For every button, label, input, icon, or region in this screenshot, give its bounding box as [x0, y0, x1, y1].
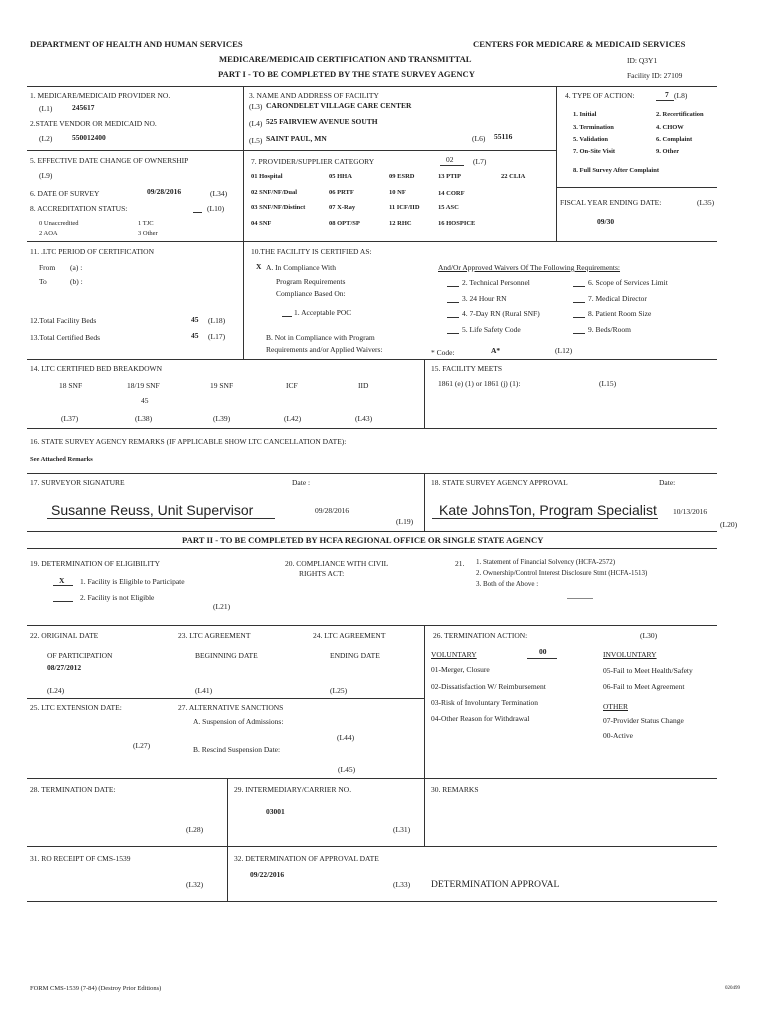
provider-category-value: 02 [446, 155, 454, 164]
l31-code: (L31) [393, 825, 411, 834]
l30-code: (L30) [640, 631, 658, 640]
accred-opt-3: 3 Other [138, 230, 158, 237]
cat-12: 12 RHC [389, 220, 412, 227]
item21-opt2: 2. Ownership/Control Interest Disclosure Stmt (HCFA-1513) [476, 569, 648, 577]
original-date-label: 22. ORIGINAL DATE [30, 631, 99, 640]
term-03: 03-Risk of Involuntary Termination [431, 698, 539, 707]
action-opt-7: 7. On-Site Visit [573, 148, 616, 155]
l38-code: (L38) [135, 414, 153, 423]
certified-beds-label: 13.Total Certified Beds [30, 333, 101, 342]
approval-signature: Kate JohnsTon, Program Specialist [439, 502, 657, 518]
provider-no-label: 1. MEDICARE/MEDICAID PROVIDER NO. [30, 91, 171, 100]
survey-date-value: 09/28/2016 [147, 187, 182, 196]
acceptable-poc: 1. Acceptable POC [294, 308, 352, 317]
cat-15: 15 ASC [438, 204, 459, 211]
total-beds-label: 12.Total Facility Beds [30, 316, 97, 325]
code-label: * Code: [431, 348, 455, 357]
term-05: 05-Fail to Meet Health/Safety [603, 666, 693, 675]
suspension-admissions: A. Suspension of Admissions: [193, 717, 284, 726]
item21-opt1: 1. Statement of Financial Solvency (HCFA-2572) [476, 558, 616, 566]
l42-code: (L42) [284, 414, 302, 423]
l15-code: (L15) [599, 379, 617, 388]
termination-date-label: 28. TERMINATION DATE: [30, 785, 116, 794]
cat-13: 13 PTIP [438, 173, 461, 180]
facility-city: SAINT PAUL, MN [266, 134, 327, 143]
approval-date-value32: 09/22/2016 [250, 870, 285, 879]
cat-05: 05 HHA [329, 173, 352, 180]
carrier-no-value: 03001 [266, 807, 285, 816]
action-opt-3: 3. Termination [573, 124, 614, 131]
l1-code: (L1) [39, 104, 53, 113]
fiscal-year-value: 09/30 [597, 217, 615, 226]
surveyor-date: 09/28/2016 [315, 506, 350, 515]
remarks30-label: 30. REMARKS [431, 785, 479, 794]
total-beds-value: 45 [191, 315, 199, 324]
cat-08: 08 OPT/SP [329, 220, 360, 227]
provider-no-value: 245617 [72, 103, 95, 112]
l8-code: (L8) [674, 91, 688, 100]
rescind-suspension: B. Rescind Suspension Date: [193, 745, 281, 754]
form-id: ID: Q3Y1 [627, 56, 658, 65]
to-b: (b) : [70, 277, 83, 286]
approval-date: 10/13/2016 [673, 507, 708, 516]
l3-code: (L3) [249, 102, 263, 111]
l7-code: (L7) [473, 157, 487, 166]
l24-code: (L24) [47, 686, 65, 695]
compliance-a2: Program Requirements [276, 277, 346, 286]
type-action-value: 7 [665, 90, 669, 99]
l37-code: (L37) [61, 414, 79, 423]
col-18snf: 18 SNF [59, 381, 83, 390]
noncompliance-b2: Requirements and/or Applied Waivers: [266, 345, 383, 354]
compliance-a3: Compliance Based On: [276, 289, 346, 298]
l6-code: (L6) [472, 134, 486, 143]
term-07: 07-Provider Status Change [603, 716, 684, 725]
facility-zip: 55116 [494, 132, 513, 141]
action-opt-6: 6. Complaint [656, 136, 693, 143]
cat-16: 16 HOSPICE [438, 220, 476, 227]
l2-code: (L2) [39, 134, 53, 143]
term-06: 06-Fail to Meet Agreement [603, 682, 685, 691]
term-04: 04-Other Reason for Withdrawal [431, 714, 530, 723]
l43-code: (L43) [355, 414, 373, 423]
cat-02: 02 SNF/NF/Dual [251, 189, 298, 196]
vendor-no-label: 2.STATE VENDOR OR MEDICAID NO. [30, 119, 157, 128]
cat-14: 14 CORF [438, 190, 465, 197]
ltc-period-label: 11. .LTC PERIOD OF CERTIFICATION [30, 247, 155, 256]
l44-code: (L44) [337, 733, 355, 742]
determination-approval: DETERMINATION APPROVAL [431, 880, 560, 890]
part2-title: PART II - TO BE COMPLETED BY HCFA REGIONAL OFFICE OR SINGLE STATE AGENCY [182, 535, 544, 545]
termination-action-label: 26. TERMINATION ACTION: [433, 631, 528, 640]
fiscal-year-label: FISCAL YEAR ENDING DATE: [560, 198, 662, 207]
l25-code: (L25) [330, 686, 348, 695]
accreditation-label: 8. ACCREDITATION STATUS: [30, 204, 128, 213]
waiver-8: 8. Patient Room Size [588, 309, 652, 318]
voluntary-label: VOLUNTARY [431, 650, 477, 659]
type-action-label: 4. TYPE OF ACTION: [565, 91, 635, 100]
waiver-7: 7. Medical Director [588, 294, 647, 303]
cat-22: 22 CLIA [501, 173, 526, 180]
action-opt-2: 2. Recertification [656, 111, 704, 118]
compliance-x: X [256, 262, 262, 271]
part1-title: PART I - TO BE COMPLETED BY THE STATE SURVEY AGENCY [218, 69, 475, 79]
l4-code: (L4) [249, 119, 263, 128]
surveyor-signature: Susanne Reuss, Unit Supervisor [51, 502, 254, 518]
waiver-9: 9. Beds/Room [588, 325, 631, 334]
cat-01: 01 Hospital [251, 173, 283, 180]
ltc-end-sub: ENDING DATE [330, 651, 380, 660]
l35-code: (L35) [697, 198, 715, 207]
bed-1819-value: 45 [141, 396, 149, 405]
footer-code: 020499 [725, 986, 740, 991]
form-title: MEDICARE/MEDICAID CERTIFICATION AND TRANSMITTAL [219, 54, 472, 64]
chow-date-label: 5. EFFECTIVE DATE CHANGE OF OWNERSHIP [30, 156, 189, 165]
form-footer: FORM CMS-1539 (7-84) (Destroy Prior Editions) [30, 985, 162, 992]
carrier-no-label: 29. INTERMEDIARY/CARRIER NO. [234, 785, 352, 794]
l32-code: (L32) [186, 880, 204, 889]
l17-code: (L17) [208, 332, 226, 341]
l10-code: (L10) [207, 204, 225, 213]
civil-rights-label2: RIGHTS ACT: [299, 569, 345, 578]
col-icf: ICF [286, 381, 298, 390]
approval-date-label: Date: [659, 478, 676, 487]
cat-03: 03 SNF/NF/Distinct [251, 204, 306, 211]
l45-code: (L45) [338, 765, 356, 774]
col-1819snf: 18/19 SNF [127, 381, 160, 390]
l27-code: (L27) [133, 741, 151, 750]
original-date-sub: OF PARTICIPATION [47, 651, 113, 660]
other-label: OTHER [603, 702, 628, 711]
term-00: 00-Active [603, 731, 633, 740]
provider-category-label: 7. PROVIDER/SUPPLIER CATEGORY [251, 157, 375, 166]
waiver-4: 4. 7-Day RN (Rural SNF) [462, 309, 540, 318]
waiver-6: 6. Scope of Services Limit [588, 278, 668, 287]
term-01: 01-Merger, Closure [431, 665, 490, 674]
eligible-opt: 1. Facility is Eligible to Participate [80, 577, 185, 586]
alt-sanctions-label: 27. ALTERNATIVE SANCTIONS [178, 703, 284, 712]
involuntary-label: INVOLUNTARY [603, 650, 657, 659]
l20-code: (L20) [720, 520, 738, 529]
certified-as-label: 10.THE FACILITY IS CERTIFIED AS: [251, 247, 372, 256]
action-opt-4: 4. CHOW [656, 124, 684, 131]
l34-code: (L34) [210, 189, 228, 198]
cms-header: CENTERS FOR MEDICARE & MEDICAID SERVICES [473, 39, 686, 49]
facility-id: Facility ID: 27109 [627, 71, 683, 80]
extension-date-label: 25. LTC EXTENSION DATE: [30, 703, 122, 712]
survey-date-label: 6. DATE OF SURVEY [30, 189, 100, 198]
l33-code: (L33) [393, 880, 411, 889]
l41-code: (L41) [195, 686, 213, 695]
facility-name-label: 3. NAME AND ADDRESS OF FACILITY [249, 91, 379, 100]
cat-07: 07 X-Ray [329, 204, 356, 211]
action-opt-1: 1. Initial [573, 111, 597, 118]
action-opt-9: 9. Other [656, 148, 680, 155]
eligibility-x: X [59, 576, 65, 585]
waiver-5: 5. Life Safety Code [462, 325, 521, 334]
ltc-begin-sub: BEGINNING DATE [195, 651, 258, 660]
remarks-text: See Attached Remarks [30, 456, 93, 463]
l12-code: (L12) [555, 346, 573, 355]
l28-code: (L28) [186, 825, 204, 834]
facility-name: CARONDELET VILLAGE CARE CENTER [266, 101, 412, 110]
term-02: 02-Dissatisfaction W/ Reimbursement [431, 682, 546, 691]
vendor-no-value: 550012400 [72, 133, 106, 142]
item21-label: 21. [455, 559, 465, 568]
cat-09: 09 ESRD [389, 173, 415, 180]
approval-date-label32: 32. DETERMINATION OF APPROVAL DATE [234, 854, 379, 863]
remarks-label: 16. STATE SURVEY AGENCY REMARKS (IF APPLICABLE SHOW LTC CANCELLATION DATE): [30, 437, 347, 446]
code-value: A* [491, 346, 501, 355]
cat-11: 11 ICF/IID [389, 204, 420, 211]
from-label: From [39, 263, 56, 272]
to-label: To [39, 277, 47, 286]
l9-code: (L9) [39, 171, 53, 180]
noncompliance-b: B. Not in Compliance with Program [266, 333, 375, 342]
waiver-3: 3. 24 Hour RN [462, 294, 507, 303]
surveyor-signature-label: 17. SURVEYOR SIGNATURE [30, 478, 125, 487]
waiver-2: 2. Technical Personnel [462, 278, 530, 287]
accred-opt-2: 2 AOA [39, 230, 58, 237]
compliance-a: A. In Compliance With [266, 263, 336, 272]
dept-header: DEPARTMENT OF HEALTH AND HUMAN SERVICES [30, 39, 243, 49]
ro-receipt-label: 31. RO RECEIPT OF CMS-1539 [30, 854, 131, 863]
l5-code: (L5) [249, 136, 263, 145]
eligibility-label: 19. DETERMINATION OF ELIGIBILITY [30, 559, 160, 568]
original-date-value: 08/27/2012 [47, 663, 82, 672]
l18-code: (L18) [208, 316, 226, 325]
item21-opt3: 3. Both of the Above : [476, 580, 539, 588]
facility-street: 525 FAIRVIEW AVENUE SOUTH [266, 117, 378, 126]
certified-beds-value: 45 [191, 331, 199, 340]
l39-code: (L39) [213, 414, 231, 423]
col-19snf: 19 SNF [210, 381, 234, 390]
facility-meets-label: 15. FACILITY MEETS [431, 364, 503, 373]
not-eligible-opt: 2. Facility is not Eligible [80, 593, 155, 602]
cat-06: 06 PRTF [329, 189, 354, 196]
accred-opt-0: 0 Unaccredited [39, 220, 79, 227]
action-opt-8: 8. Full Survey After Complaint [573, 167, 660, 174]
ltc-end-label: 24. LTC AGREEMENT [313, 631, 386, 640]
ltc-begin-label: 23. LTC AGREEMENT [178, 631, 251, 640]
col-iid: IID [358, 381, 369, 390]
termination-action-value: 00 [539, 647, 547, 656]
cat-10: 10 NF [389, 189, 406, 196]
approval-label: 18. STATE SURVEY AGENCY APPROVAL [431, 478, 568, 487]
action-opt-5: 5. Validation [573, 136, 609, 143]
accred-opt-1: 1 TJC [138, 220, 154, 227]
waivers-header: And/Or Approved Waivers Of The Following Requirements: [438, 263, 621, 272]
bed-breakdown-label: 14. LTC CERTIFIED BED BREAKDOWN [30, 364, 162, 373]
l19-code: (L19) [396, 517, 414, 526]
l21-code: (L21) [213, 602, 231, 611]
civil-rights-label: 20. COMPLIANCE WITH CIVIL [285, 559, 389, 568]
surveyor-date-label: Date : [292, 478, 311, 487]
from-a: (a) : [70, 263, 83, 272]
facility-meets-text: 1861 (e) (1) or 1861 (j) (1): [438, 379, 521, 388]
cat-04: 04 SNF [251, 220, 272, 227]
